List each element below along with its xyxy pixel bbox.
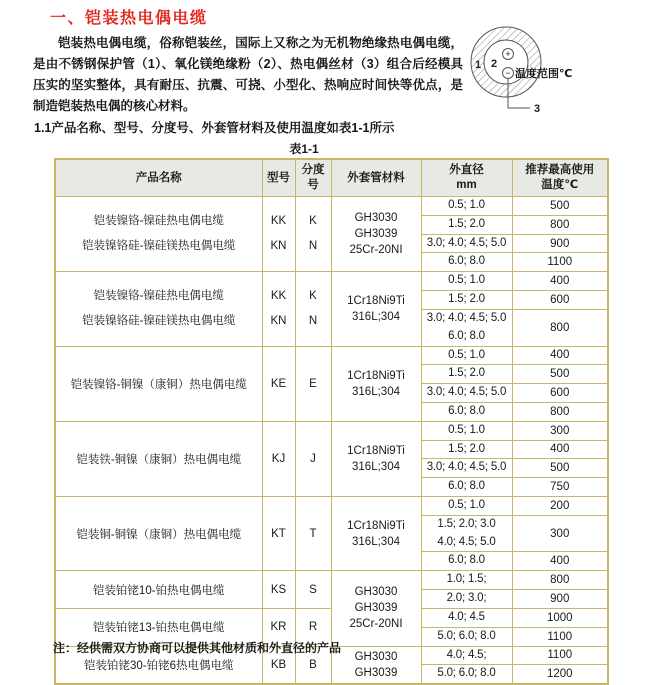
column-header: 推荐最高使用 温度℃ xyxy=(512,159,608,197)
diameter-cell: 4.0; 4.5; xyxy=(421,646,512,665)
temperature-cell: 200 xyxy=(512,497,608,516)
diameter-cell: 3.0; 4.0; 4.5; 5.0 6.0; 8.0 xyxy=(421,309,512,346)
diameter-cell: 2.0; 3.0; xyxy=(421,590,512,609)
model-cell: KB xyxy=(262,646,295,684)
diameter-cell: 1.5; 2.0 xyxy=(421,291,512,310)
diameter-cell: 1.5; 2.0 xyxy=(421,215,512,234)
diameter-cell: 0.5; 1.0 xyxy=(421,497,512,516)
product-name-cell: 铠装镍铬-铜镍（康铜）热电偶电缆 xyxy=(55,346,262,421)
diameter-cell: 3.0; 4.0; 4.5; 5.0 xyxy=(421,234,512,253)
diameter-cell: 1.5; 2.0; 3.0 4.0; 4.5; 5.0 xyxy=(421,515,512,552)
material-cell: GH3030 GH3039 25Cr-20NI xyxy=(331,571,421,646)
diameter-cell: 1.0; 1.5; xyxy=(421,571,512,590)
graduation-cell: K N xyxy=(295,197,331,272)
table-body xyxy=(55,197,608,685)
product-name-cell: 铠装铂铑13-铂热电偶电缆 xyxy=(55,608,262,646)
product-name-cell: 铠装铂铑30-铂铑6热电偶电缆 xyxy=(55,646,262,684)
diameter-cell: 0.5; 1.0 xyxy=(421,421,512,440)
minus-symbol: − xyxy=(505,68,511,78)
temperature-cell: 600 xyxy=(512,384,608,403)
model-cell: KR xyxy=(262,608,295,646)
diameter-cell: 6.0; 8.0 xyxy=(421,402,512,421)
product-table xyxy=(54,158,609,685)
table-row xyxy=(55,197,608,216)
material-cell: GH3030 GH3039 25Cr-20NI xyxy=(331,197,421,272)
diameter-cell: 4.0; 4.5 xyxy=(421,608,512,627)
temperature-cell: 400 xyxy=(512,552,608,571)
table-row xyxy=(55,497,608,516)
model-cell: KK KN xyxy=(262,197,295,272)
temperature-cell: 500 xyxy=(512,365,608,384)
temperature-cell: 900 xyxy=(512,234,608,253)
temperature-cell: 600 xyxy=(512,291,608,310)
diameter-cell: 3.0; 4.0; 4.5; 5.0 xyxy=(421,384,512,403)
table-row xyxy=(55,571,608,590)
graduation-cell: B xyxy=(295,646,331,684)
temperature-cell: 300 xyxy=(512,421,608,440)
model-cell: KJ xyxy=(262,421,295,496)
material-cell: 1Cr18Ni9Ti 316L;304 xyxy=(331,272,421,346)
column-header: 外直径 mm xyxy=(421,159,512,197)
diagram-label-3: 3 xyxy=(534,103,541,115)
column-header: 分度号 xyxy=(295,159,331,197)
diameter-cell: 5.0; 6.0; 8.0 xyxy=(421,665,512,684)
diameter-cell: 0.5; 1.0 xyxy=(421,346,512,365)
temperature-cell: 900 xyxy=(512,590,608,609)
temperature-cell: 800 xyxy=(512,402,608,421)
table-row xyxy=(55,346,608,365)
temperature-cell: 500 xyxy=(512,197,608,216)
column-header: 产品名称 xyxy=(55,159,262,197)
temperature-cell: 750 xyxy=(512,478,608,497)
section-heading: 1.1产品名称、型号、分度号、外套管材料及使用温度如表1-1所示 xyxy=(34,121,395,135)
column-header: 型号 xyxy=(262,159,295,197)
model-cell: KE xyxy=(262,346,295,421)
product-name-cell: 铠装镍铬-镍硅热电偶电缆 铠装镍铬硅-镍硅镁热电偶电缆 xyxy=(55,197,262,272)
temperature-cell: 800 xyxy=(512,215,608,234)
diameter-cell: 1.5; 2.0 xyxy=(421,365,512,384)
product-name-cell: 铠装铜-铜镍（康铜）热电偶电缆 xyxy=(55,497,262,571)
material-cell: GH3030 GH3039 xyxy=(331,646,421,684)
diagram-label-2: 2 xyxy=(491,58,498,70)
diameter-cell: 5.0; 6.0; 8.0 xyxy=(421,627,512,646)
diagram-label-1: 1 xyxy=(475,59,482,71)
temperature-cell: 400 xyxy=(512,272,608,291)
table-header xyxy=(55,159,608,197)
temperature-cell: 400 xyxy=(512,346,608,365)
diameter-cell: 6.0; 8.0 xyxy=(421,253,512,272)
column-header: 外套管材料 xyxy=(331,159,421,197)
graduation-cell: R xyxy=(295,608,331,646)
product-name-cell: 铠装铁-铜镍（康铜）热电偶电缆 xyxy=(55,421,262,496)
header-row xyxy=(55,159,608,197)
diameter-cell: 3.0; 4.0; 4.5; 5.0 xyxy=(421,459,512,478)
graduation-cell: S xyxy=(295,571,331,609)
temperature-cell: 400 xyxy=(512,440,608,459)
graduation-cell: E xyxy=(295,346,331,421)
temperature-cell: 500 xyxy=(512,459,608,478)
temperature-cell: 1000 xyxy=(512,608,608,627)
material-cell: 1Cr18Ni9Ti 316L;304 xyxy=(331,497,421,571)
temperature-cell: 800 xyxy=(512,309,608,346)
temperature-cell: 1100 xyxy=(512,646,608,665)
table-row xyxy=(55,421,608,440)
diameter-cell: 0.5; 1.0 xyxy=(421,197,512,216)
diameter-cell: 1.5; 2.0 xyxy=(421,440,512,459)
model-cell: KT xyxy=(262,497,295,571)
material-cell: 1Cr18Ni9Ti 316L;304 xyxy=(331,346,421,421)
temperature-cell: 300 xyxy=(512,515,608,552)
diameter-cell: 6.0; 8.0 xyxy=(421,552,512,571)
graduation-cell: K N xyxy=(295,272,331,346)
product-name-cell: 铠装铂铑10-铂热电偶电缆 xyxy=(55,571,262,609)
temperature-cell: 1100 xyxy=(512,627,608,646)
graduation-cell: T xyxy=(295,497,331,571)
model-cell: KK KN xyxy=(262,272,295,346)
page-title: 一、铠装热电偶电缆 xyxy=(50,10,208,27)
temperature-cell: 800 xyxy=(512,571,608,590)
temperature-cell: 1100 xyxy=(512,253,608,272)
diameter-cell: 6.0; 8.0 xyxy=(421,478,512,497)
table-caption: 表1-1 xyxy=(289,142,319,156)
plus-symbol: + xyxy=(505,49,511,59)
diagram-annotation: 温度范围℃ xyxy=(515,68,573,80)
cable-cross-section-diagram xyxy=(458,24,650,138)
product-name-cell: 铠装镍铬-镍硅热电偶电缆 铠装镍铬硅-镍硅镁热电偶电缆 xyxy=(55,272,262,346)
intro-paragraph: 铠装热电偶电缆，俗称铠装丝，国际上又称之为无机物绝缘热电偶电缆，是由不锈钢保护管（1）、氧化镁绝缘粉（2）、热电偶丝材（3）组合后经模具压实的坚实整体，具有耐压、抗震、可挠、小型化、热响应时间快等优点，是制造铠装热电偶的核心材料。 xyxy=(33,36,463,113)
graduation-cell: J xyxy=(295,421,331,496)
note-text: 注：经供需双方协商可以提供其他材质和外直径的产品 xyxy=(53,641,342,655)
material-cell: 1Cr18Ni9Ti 316L;304 xyxy=(331,421,421,496)
diameter-cell: 0.5; 1.0 xyxy=(421,272,512,291)
model-cell: KS xyxy=(262,571,295,609)
temperature-cell: 1200 xyxy=(512,665,608,684)
table-row xyxy=(55,272,608,291)
